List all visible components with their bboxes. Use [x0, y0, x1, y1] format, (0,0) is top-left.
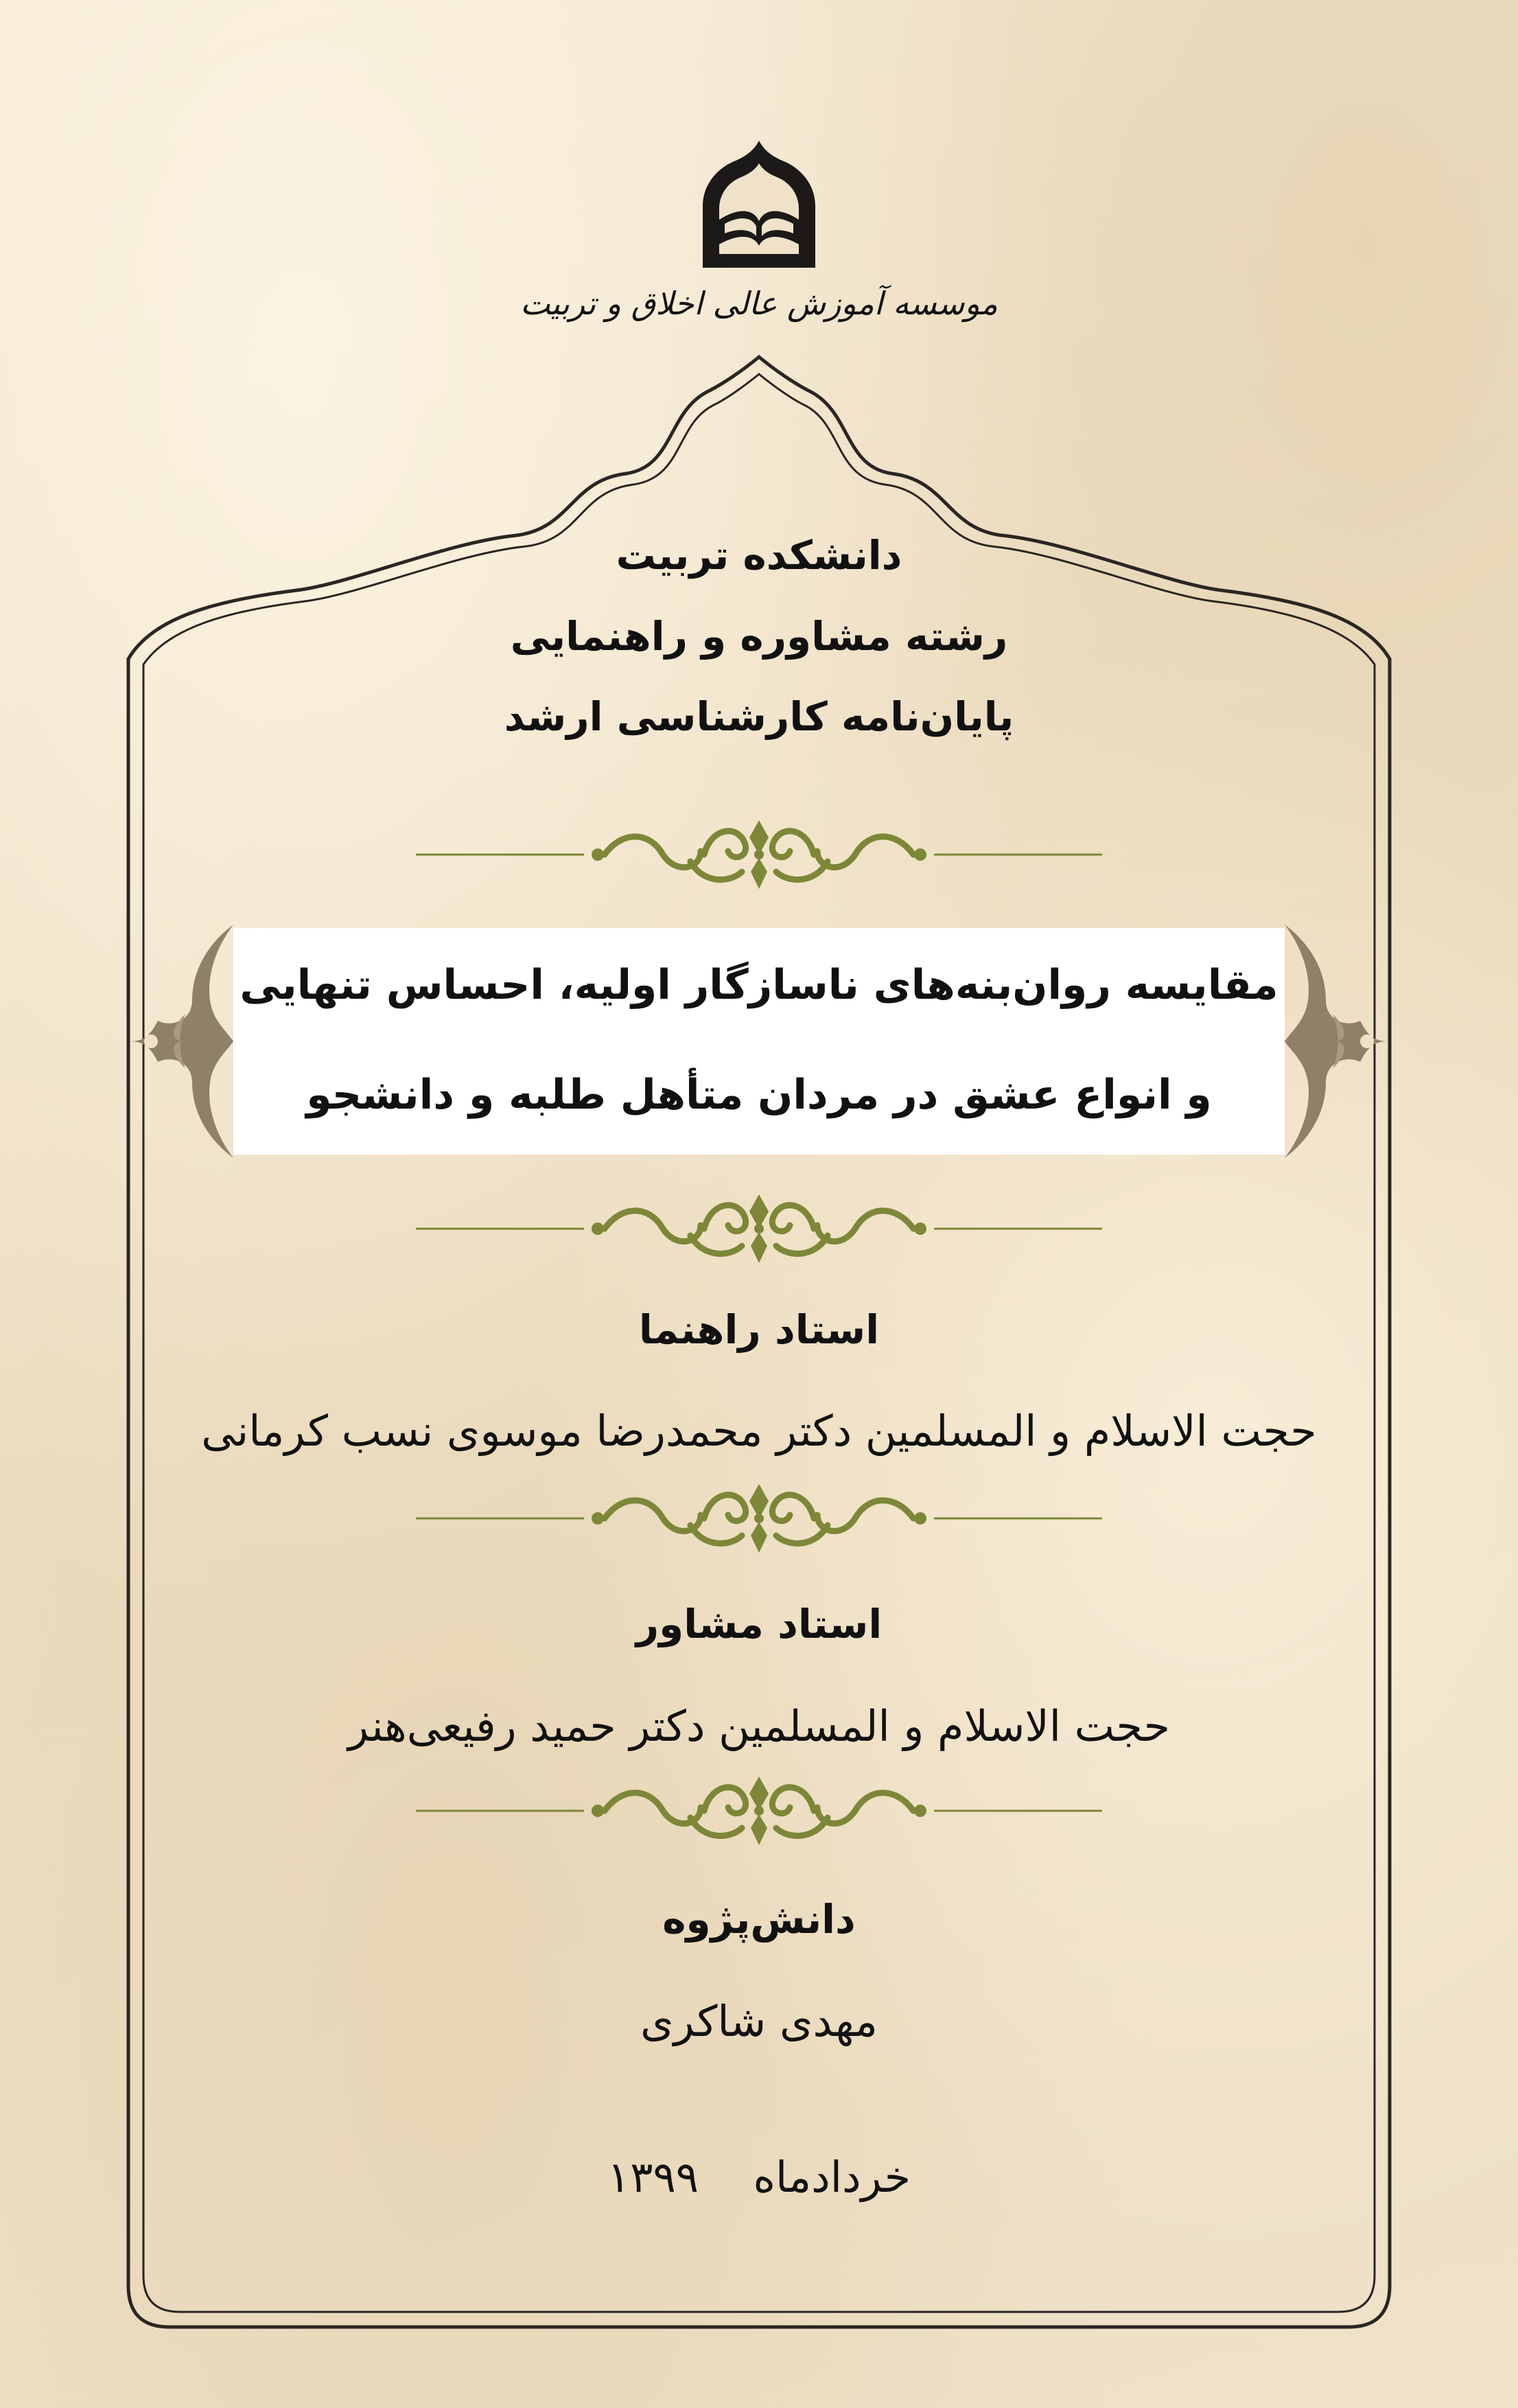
supervisor-label: استاد راهنما [638, 1306, 880, 1353]
student-name: مهدی شاکری [640, 1996, 878, 2046]
faculty-name: دانشکده تربیت [616, 532, 902, 579]
thesis-title-line-1: مقایسه روان‌بنه‌های ناسازگار اولیه، احساس تنهایی [240, 961, 1278, 1009]
field-name: رشته مشاوره و راهنمایی [510, 613, 1008, 660]
divider-2 [416, 1194, 1102, 1263]
left-arabesque-ornament [130, 925, 233, 1158]
institute-name: موسسه آموزش عالی اخلاق و تربیت [520, 285, 998, 322]
divider-1 [416, 820, 1102, 889]
divider-3 [416, 1484, 1102, 1553]
advisor-name: حجت الاسلام و المسلمین دکتر حمید رفیعی‌هنر [348, 1701, 1170, 1751]
date-year: ۱۳۹۹ [607, 2152, 699, 2202]
degree-type: پایان‌نامه کارشناسی ارشد [504, 693, 1014, 740]
student-label: دانش‌پژوه [662, 1896, 856, 1943]
divider-4 [416, 1776, 1102, 1845]
right-arabesque-ornament [1285, 925, 1388, 1158]
date-month: خردادماه [753, 2152, 911, 2202]
mihrab-book-logo [703, 141, 815, 268]
thesis-title-line-2: و انواع عشق در مردان متأهل طلبه و دانشجو [306, 1071, 1212, 1119]
advisor-label: استاد مشاور [635, 1601, 883, 1647]
supervisor-name: حجت الاسلام و المسلمین دکتر محمدرضا موسوی نسب کرمانی [201, 1406, 1317, 1456]
submission-date [0, 2152, 1518, 2202]
